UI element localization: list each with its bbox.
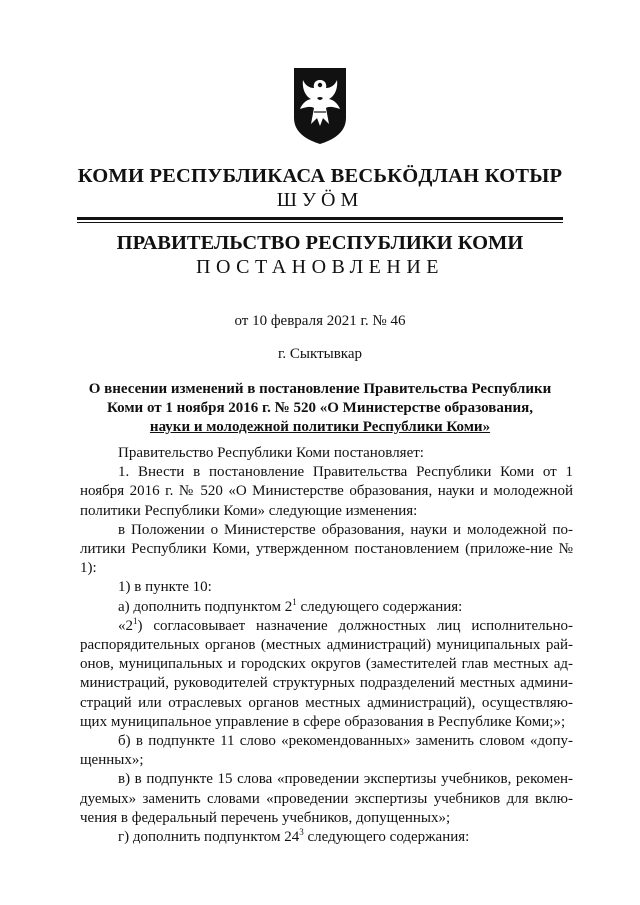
document-date-number: от 10 февраля 2021 г. № 46 [234, 313, 406, 329]
government-title: ПРАВИТЕЛЬСТВО РЕСПУБЛИКИ КОМИ [116, 232, 524, 254]
quoted-subclause-start: «2 [118, 617, 133, 634]
paragraph-subclause-g [80, 828, 573, 847]
subclause-a-text: а) дополнить подпунктом 2 [118, 598, 293, 615]
document-type: ПОСТАНОВЛЕНИЕ [196, 256, 444, 278]
paragraph-subclause-a [80, 598, 573, 617]
subclause-g-superscript: 3 [299, 827, 304, 838]
komi-coat-of-arms-icon [291, 66, 349, 146]
quoted-subclause-superscript: 1 [133, 615, 138, 626]
komi-government-title: КОМИ РЕСПУБЛИКАСА ВЕСЬКӦДЛАН КОТЫР [77, 165, 563, 187]
header-divider-thin [77, 222, 563, 223]
document-city: г. Сыктывкар [277, 346, 363, 362]
paragraph-regulation: в Положении о Министерстве образования, науки и молодежной по-литики Республики Коми, утвержденном постановлением (приложе-ние № 1): [80, 521, 573, 577]
header-divider-thick [77, 217, 563, 220]
document-body [80, 444, 573, 847]
document-title [80, 380, 560, 437]
subclause-g-text: г) дополнить подпунктом 24 [118, 829, 300, 846]
subclause-g-text-end: следующего содержания: [303, 829, 470, 846]
subclause-a-superscript: 1 [292, 596, 297, 607]
title-line-2: Коми от 1 ноября 2016 г. № 520 «О Министерстве образования, [107, 400, 533, 416]
subclause-a-text-end: следующего содержания: [296, 598, 463, 615]
paragraph-quoted-subclause [80, 617, 573, 732]
paragraph-subclause-v: в) в подпункте 15 слова «проведении экспертизы учебников, рекомен-дуемых» заменить словами «проведении экспертизы учебников для вклю-чения в федеральный перечень учебников, допущенных»; [80, 771, 573, 826]
komi-document-type: ШУӦМ [276, 189, 364, 211]
paragraph-clause-10: 1) в пункте 10: [118, 579, 212, 596]
paragraph-item-1: 1. Внести в постановление Правительства Республики Коми от 1 ноября 2016 г. № 520 «О Министерстве образования, науки и молодежной политики Республики Коми» следующие изменения: [80, 464, 573, 519]
title-line-1: О внесении изменений в постановление Правительства Республики [88, 381, 552, 397]
paragraph-preamble: Правительство Республики Коми постановляет: [118, 445, 424, 461]
paragraph-subclause-b: б) в подпункте 11 слово «рекомендованных» заменить словом «допу-щенных»; [80, 733, 573, 769]
title-line-3: науки и молодежной политики Республики Коми» [149, 419, 491, 435]
quoted-subclause-text: ) согласовывает назначение должностных лиц исполнительно-распорядительных органов (местных администраций) муниципальных рай-онов, муниципальных и городских округов (заместителей глав местных ад-министраций, руководителей структурных подразделений местных админи-страций или отраслевых органов местных администраций), осуществляю-щих муниципальное управление в сфере образования в Республике Коми;»; [80, 617, 573, 730]
